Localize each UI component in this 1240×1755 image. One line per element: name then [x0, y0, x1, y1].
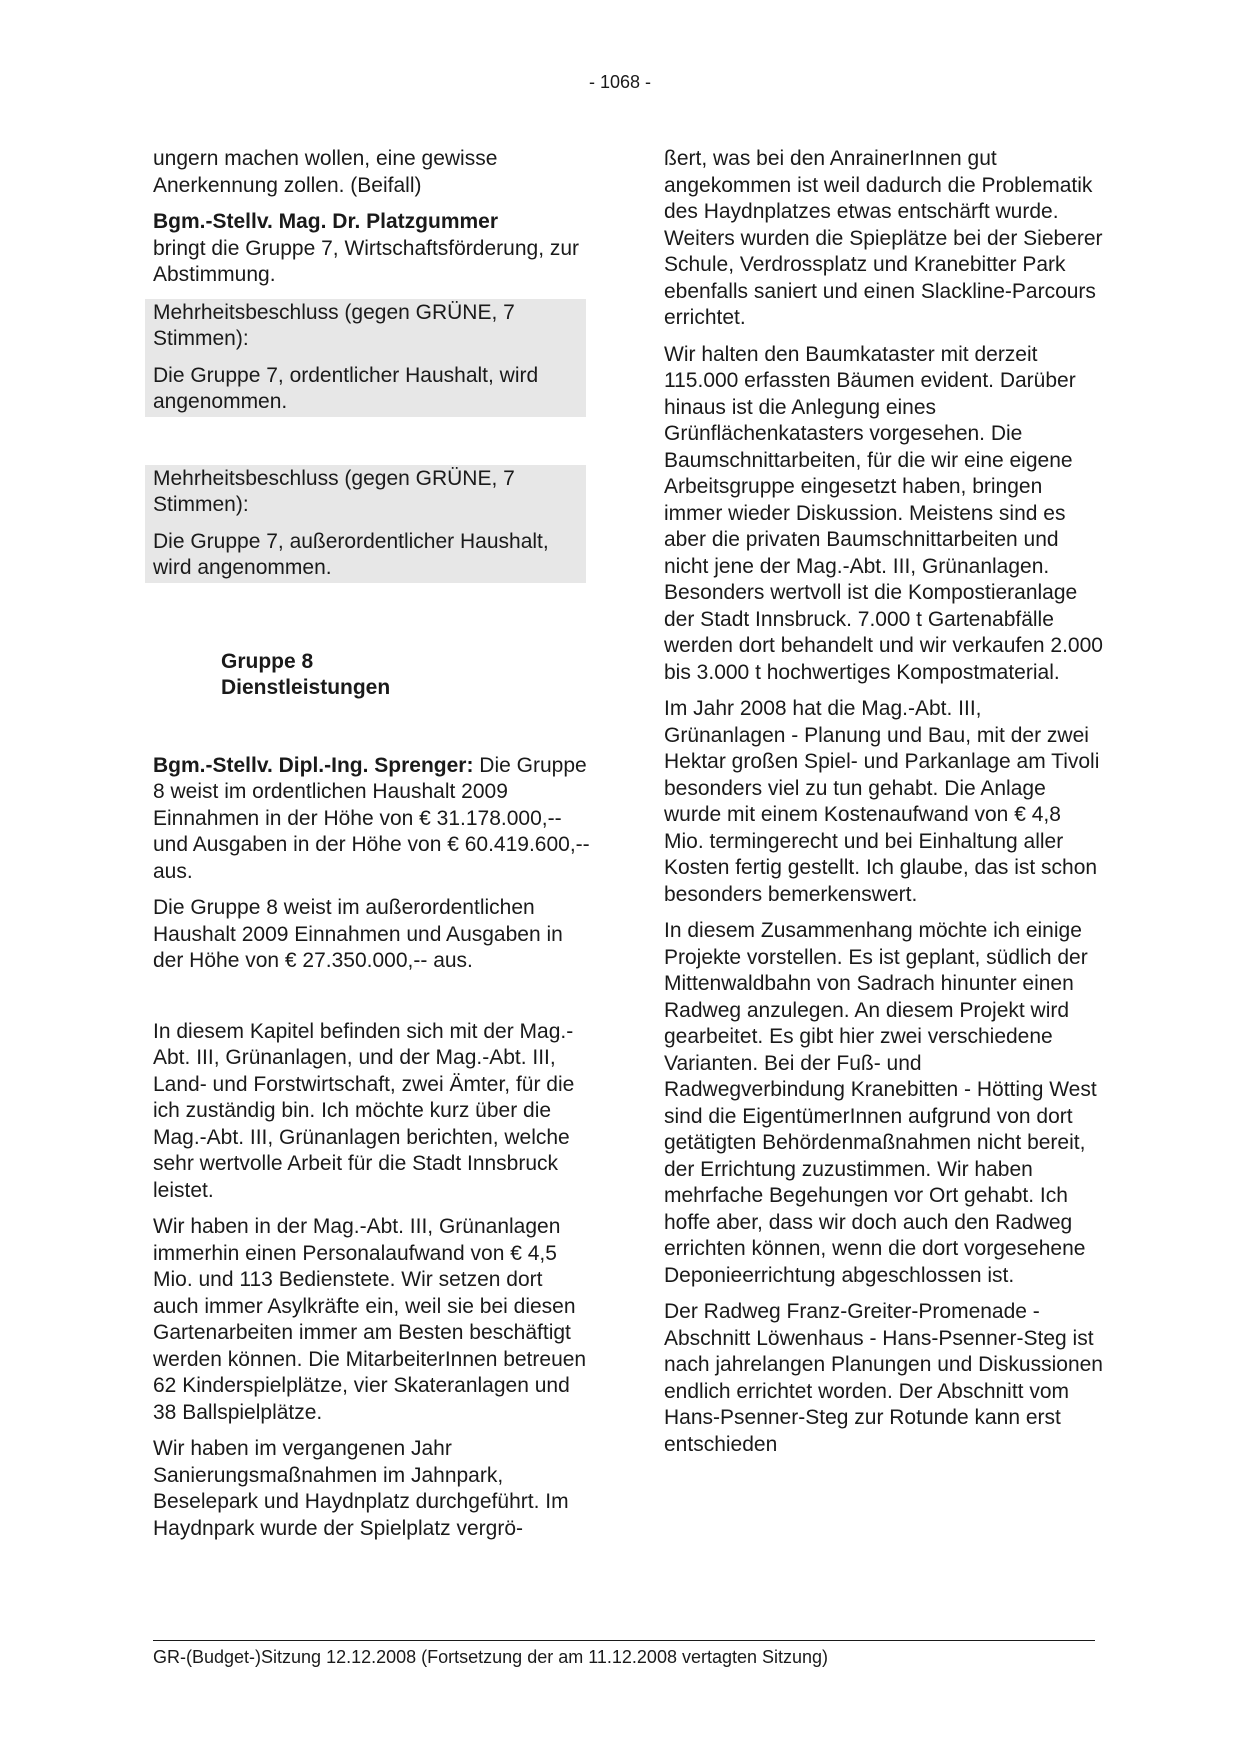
- paragraph: Der Radweg Franz-Greiter-Promenade - Abschnitt Löwenhaus - Hans-Psenner-Steg ist nach jahrelangen Planungen und Diskussionen endlich errichtet worden. Der Abschnitt vom Hans-Psenner-Steg zur Rotunde kann erst entschieden: [664, 1300, 1103, 1456]
- speaker-paragraph: [153, 753, 590, 886]
- paragraph: Wir haben im vergangenen Jahr Sanierungsmaßnahmen im Jahnpark, Beselepark und Haydnplatz durchgeführt. Im Haydnpark wurde der Spielplatz vergrö-: [153, 1437, 569, 1540]
- left-column: [153, 146, 590, 1552]
- resolution-text: Die Gruppe 7, ordentlicher Haushalt, wird angenommen.: [153, 363, 539, 413]
- resolution-text: Die Gruppe 7, außerordentlicher Haushalt, wird angenommen.: [153, 529, 549, 579]
- paragraph: ßert, was bei den AnrainerInnen gut angekommen ist weil dadurch die Problematik des Haydnplatzes etwas entschärft wurde. Weiters wurden die Spieplätze bei der Sieberer Schule, Verdrossplatz und Kranebitter Park ebenfalls saniert und einen Slackline-Parcours errichtet.: [664, 147, 1103, 329]
- footer-divider: [153, 1640, 1095, 1641]
- resolution-box: [145, 465, 586, 583]
- footer-session-line: GR-(Budget-)Sitzung 12.12.2008 (Fortsetzung der am 11.12.2008 vertagten Sitzung): [153, 1647, 829, 1667]
- right-column: [664, 146, 1104, 1468]
- paragraph: Wir haben in der Mag.-Abt. III, Grünanlagen immerhin einen Personalaufwand von € 4,5 Mio. und 113 Bedienstete. Wir setzen dort auch immer Asylkräfte ein, weil sie bei diesen Gartenarbeiten immer am Besten beschäftigt werden können. Die MitarbeiterInnen betreuen 62 Kinderspielplätze, vier Skateranlagen und 38 Ballspielplätze.: [153, 1215, 587, 1424]
- resolution-type: Mehrheitsbeschluss (gegen GRÜNE, 7 Stimmen):: [153, 466, 515, 516]
- speaker-text: Die Gruppe 8 weist im ordentlichen Haushalt 2009 Einnahmen in der Höhe von € 31.178.000,-- und Ausgaben in der Höhe von € 60.419.600,-- aus.: [153, 753, 590, 883]
- speaker-paragraph: [153, 209, 590, 289]
- speaker-name: Bgm.-Stellv. Mag. Dr. Platzgummer: [153, 210, 499, 233]
- heading-line: Dienstleistungen: [221, 675, 391, 699]
- resolution-box: [145, 299, 586, 417]
- resolution-type: Mehrheitsbeschluss (gegen GRÜNE, 7 Stimmen):: [153, 300, 515, 350]
- paragraph: ungern machen wollen, eine gewisse Anerkennung zollen. (Beifall): [153, 147, 498, 197]
- speaker-text: bringt die Gruppe 7, Wirtschaftsförderung, zur Abstimmung.: [153, 236, 580, 286]
- paragraph: Die Gruppe 8 weist im außerordentlichen Haushalt 2009 Einnahmen und Ausgaben in der Höhe von € 27.350.000,-- aus.: [153, 896, 563, 972]
- paragraph: In diesem Zusammenhang möchte ich einige Projekte vorstellen. Es ist geplant, südlich der Mittenwaldbahn von Sadrach hinunter einen Radweg anzulegen. An diesem Projekt wird gearbeitet. Es gibt hier zwei verschiedene Varianten. Bei der Fuß- und Radwegverbindung Kranebitten - Hötting West sind die EigentümerInnen aufgrund von dort getätigten Behördenmaßnahmen nicht bereit, der Errichtung zuzustimmen. Wir haben mehrfache Begehungen vor Ort gehabt. Ich hoffe aber, dass wir doch auch den Radweg errichten können, wenn die dort vorgesehene Deponieerrichtung abgeschlossen ist.: [664, 919, 1097, 1287]
- page-number: - 1068 -: [588, 72, 652, 92]
- heading-line: Gruppe 8: [221, 649, 314, 673]
- paragraph: Im Jahr 2008 hat die Mag.-Abt. III, Grünanlagen - Planung und Bau, mit der zwei Hektar großen Spiel- und Parkanlage am Tivoli besonders viel zu tun gehabt. Die Anlage wurde mit einem Kostenaufwand von € 4,8 Mio. termingerecht und bei Einhaltung aller Kosten fertig gestellt. Ich glaube, das ist schon besonders bemerkenswert.: [664, 697, 1100, 906]
- paragraph: Wir halten den Baumkataster mit derzeit 115.000 erfassten Bäumen evident. Darüber hinaus ist die Anlegung eines Grünflächenkatasters vorgesehen. Die Baumschnittarbeiten, für die wir eine eigene Arbeitsgruppe eingesetzt haben, bringen immer wieder Diskussion. Meistens sind es aber die privaten Baumschnittarbeiten und nicht jene der Mag.-Abt. III, Grünanlagen. Besonders wertvoll ist die Kompostieranlage der Stadt Innsbruck. 7.000 t Gartenabfälle werden dort behandelt und wir verkaufen 2.000 bis 3.000 t hochwertiges Kompostmaterial.: [664, 342, 1103, 684]
- section-heading: [221, 649, 590, 701]
- paragraph: In diesem Kapitel befinden sich mit der Mag.-Abt. III, Grünanlagen, und der Mag.-Abt. III, Land- und Forstwirtschaft, zwei Ämter, für die ich zuständig bin. Ich möchte kurz über die Mag.-Abt. III, Grünanlagen berichten, welche sehr wertvolle Arbeit für die Stadt Innsbruck leistet.: [153, 1019, 575, 1202]
- speaker-name: Bgm.-Stellv. Dipl.-Ing. Sprenger:: [153, 753, 474, 777]
